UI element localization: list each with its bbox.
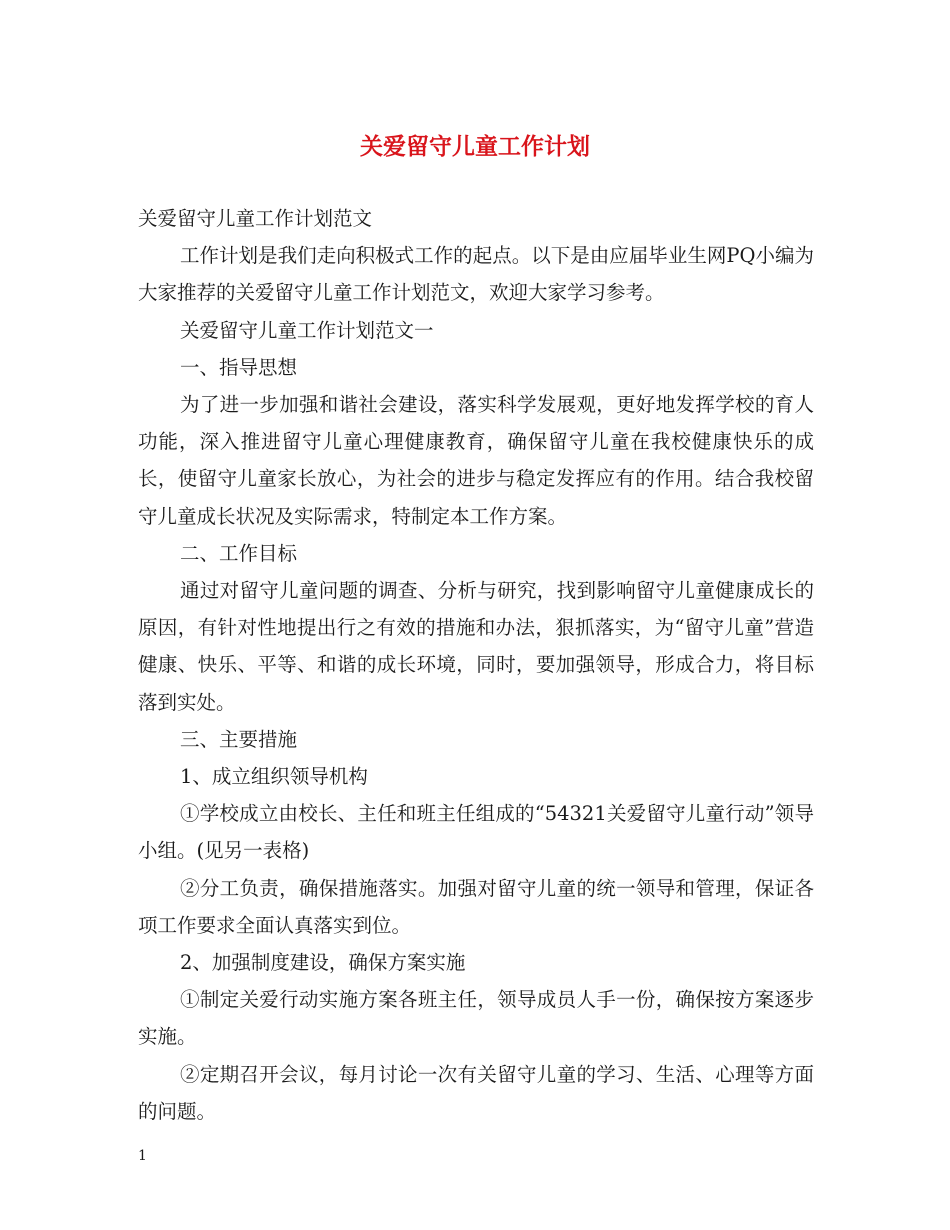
page-number: 1 [138,1148,147,1164]
section-heading: 一、指导思想 [180,355,298,379]
paragraph: 工作计划是我们走向积极式工作的起点。以下是由应届毕业生网PQ小编为大家推荐的关爱留守儿童工作计划范文，欢迎大家学习参考。 [138,244,814,305]
paragraph: 通过对留守儿童问题的调查、分析与研究，找到影响留守儿童健康成长的原因，有针对性地提出行之有效的措施和办法，狠抓落实，为“留守儿童”营造健康、快乐、平等、和谐的成长环境，同时，要加强领导，形成合力，将目标落到实处。 [138,579,814,714]
paragraph: ①制定关爱行动实施方案各班主任，领导成员人手一份，确保按方案逐步实施。 [138,988,814,1049]
document-title: 关爱留守儿童工作计划 [360,133,590,160]
document-body [138,200,814,1130]
section-heading: 关爱留守儿童工作计划范文一 [180,318,434,342]
paragraph: 关爱留守儿童工作计划范文 [138,207,373,230]
paragraph: ②分工负责，确保措施落实。加强对留守儿童的统一领导和管理，保证各项工作要求全面认真落实到位。 [138,876,814,937]
paragraph: ②定期召开会议，每月讨论一次有关留守儿童的学习、生活、心理等方面的问题。 [138,1062,814,1123]
paragraph: 为了进一步加强和谐社会建设，落实科学发展观，更好地发挥学校的育人功能，深入推进留守儿童心理健康教育，确保留守儿童在我校健康快乐的成长，使留守儿童家长放心，为社会的进步与稳定发挥应有的作用。结合我校留守儿童成长状况及实际需求，特制定本工作方案。 [138,393,814,528]
section-heading: 二、工作目标 [180,541,298,565]
subsection-heading: 1、成立组织领导机构 [180,765,368,789]
section-heading: 三、主要措施 [180,727,298,751]
paragraph: ①学校成立由校长、主任和班主任组成的“54321关爱留守儿童行动”领导小组。(见另一表格) [138,802,814,863]
subsection-heading: 2、加强制度建设，确保方案实施 [180,951,466,975]
